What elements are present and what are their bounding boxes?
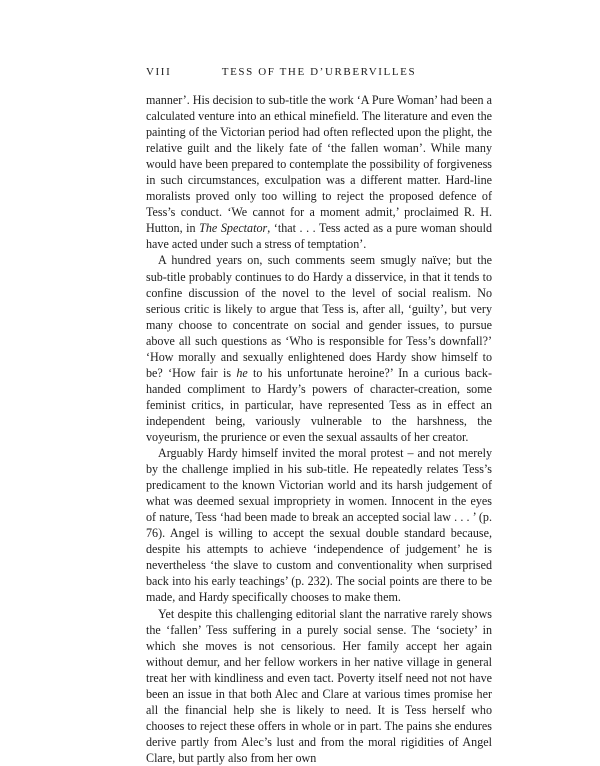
text-run: manner’. His decision to sub-title the work ‘A Pure Woman’ had been a calculated venture into an ethical minefield. The literature and even the painting of the Victorian period had often reflected upon the plight, the relative guilt and the likely fate of ‘the fallen woman’. While many would have been prepared to contemplate the possibility of forgiveness in such circumstances, exculpation was a different matter. Hard-line moralists proved only too willing to reject the proposed defence of Tess’s conduct. ‘We cannot for a moment admit,’ proclaimed R. H. Hutton, in [146, 93, 492, 236]
italic-text-run: he [236, 365, 248, 380]
text-run: Arguably Hardy himself invited the moral protest – and not merely by the challenge implied in his sub-title. He repeatedly relates Tess’s predicament to the known Victorian world and its harsh judgement of what was deemed sexual impropriety in women. Innocent in the eyes of nature, Tess ‘had been made to break an accepted social law . . . ’ (p. 76). Angel is willing to accept the sexual double standard because, despite his attempts to achieve ‘independence of judgement’ he is nevertheless ‘the slave to custom and conventionality when surprised back into his early teachings’ (p. 232). The social points are there to be made, and Hardy specifically chooses to make them. [146, 446, 492, 605]
running-title: TESS OF THE D’URBERVILLES [221, 66, 417, 78]
italic-text-run: The Spectator [199, 221, 268, 236]
running-head [146, 66, 492, 82]
paragraph [146, 445, 492, 605]
paragraph [146, 252, 492, 445]
text-run: A hundred years on, such comments seem smugly naïve; but the sub-title probably continues to do Hardy a disservice, in that it tends to confine discussion of the novel to the level of social realism. No serious critic is likely to argue that Tess is, after all, ‘guilty’, but very many choose to concentrate on social and gender issues, to pursue above all such questions as ‘Who is responsible for Tess’s downfall?’ ‘How morally and sexually enlightened does Hardy show himself to be? ‘How fair is [146, 253, 492, 380]
body-text [146, 92, 492, 766]
paragraph [146, 92, 492, 252]
text-run: , ‘that . . . Tess acted as a pure woman should have acted under such a stress of temptation’. [146, 221, 493, 252]
text-run: to his unfortunate heroine?’ In a curious back-handed compliment to Hardy’s powers of character-creation, some feminist critics, in particular, have represented Tess as in effect an independent being, variously vulnerable to the harshness, the voyeurism, the prurience or even the sexual assaults of her creator. [146, 365, 492, 444]
paragraph [146, 606, 492, 766]
book-page [146, 66, 492, 766]
page-number: VIII [146, 66, 172, 78]
text-run: Yet despite this challenging editorial slant the narrative rarely shows the ‘fallen’ Tess suffering in a purely social sense. The ‘society’ in which she moves is not censorious. Her family accept her again without demur, and her fellow workers in her native village in general treat her with kindliness and even tact. Poverty itself need not not have been an issue in that both Alec and Clare at various times promise her all the financial help she is likely to need. It is Tess herself who chooses to reject these offers in whole or in part. The pains she endures derive partly from Alec’s lust and from the moral rigidities of Angel Clare, but partly also from her own [146, 606, 492, 765]
